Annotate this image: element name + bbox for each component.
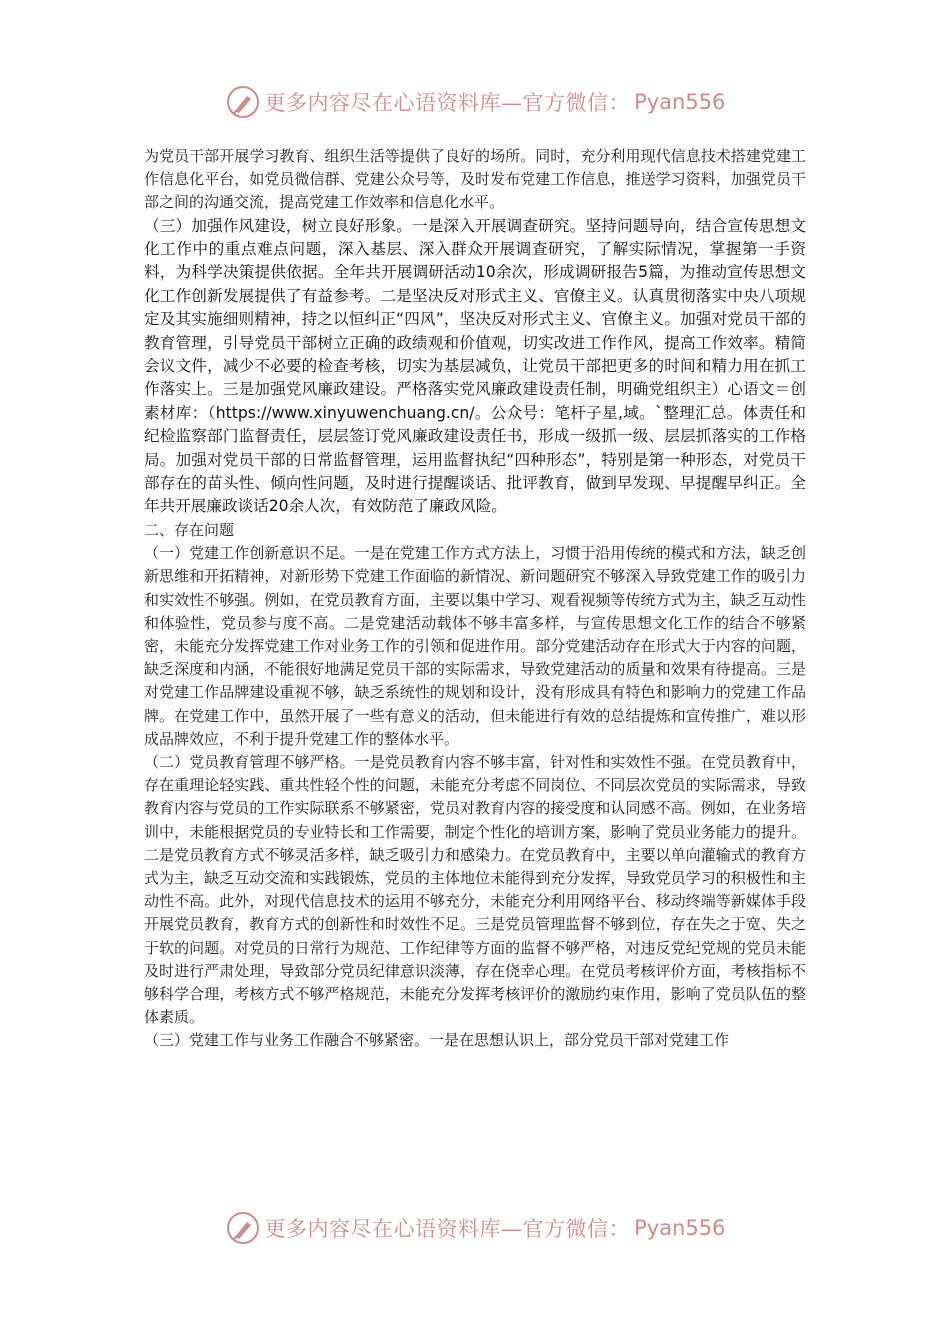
watermark-banner-top	[0, 82, 950, 122]
watermark-text: 更多内容尽在心语资料库—官方微信：	[264, 91, 631, 115]
paragraph: （三）加强作风建设，树立良好形象。一是深入开展调查研究。坚持问题导向，结合宣传思想文化工作中的重点难点问题，深入基层、深入群众开展调查研究，了解实际情况，掌握第一手资料，为科学决策提供依据。全年共开展调研活动10余次，形成调研报告5篇，为推动宣传思想文化工作创新发展提供了有益参考。二是坚决反对形式主义、官僚主义。认真贯彻落实中央八项规定及其实施细则精神，持之以恒纠正“四风”，坚决反对形式主义、官僚主义。加强对党员干部的教育管理，引导党员干部树立正确的政绩观和价值观，切实改进工作作风，提高工作效率。精简会议文件，减少不必要的检查考核，切实为基层减负，让党员干部把更多的时间和精力用在抓工作落实上。三是加强党风廉政建设。严格落实党风廉政建设责任制，明确党组织主）心语文＝创素材库：（https://www.xinyuwenchuang.cn/。公众号：笔杆子星,域。`整理汇总。体责任和纪检监察部门监督责任，层层签订党风廉政建设责任书，形成一级抓一级、层层抓落实的工作格局。加强对党员干部的日常监督管理，运用监督执纪“四种形态”，特别是第一种形态，对党员干部存在的苗头性、倾向性问题，及时进行提醒谈话、批评教育，做到早发现、早提醒早纠正。全年共开展廉政谈话20余人次，有效防范了廉政风险。	[144, 216, 806, 516]
watermark-text: 更多内容尽在心语资料库—官方微信：	[264, 1217, 631, 1241]
pen-nib-icon	[225, 1210, 261, 1246]
paragraph: （二）党员教育管理不够严格。一是党员教育内容不够丰富，针对性和实效性不强。在党员教育中，存在重理论轻实践、重共性轻个性的问题，未能充分考虑不同岗位、不同层次党员的实际需求，导致教育内容与党员的工作实际联系不够紧密，党员对教育内容的接受度和认同感不高。例如，在业务培训中，未能根据党员的专业特长和工作需要，制定个性化的培训方案，影响了党员业务能力的提升。二是党员教育方式不够灵活多样，缺乏吸引力和感染力。在党员教育中，主要以单向灌输式的教育方式为主，缺乏互动交流和实践锻炼，党员的主体地位未能得到充分发挥，导致党员学习的积极性和主动性不高。此外，对现代信息技术的运用不够充分，未能充分利用网络平台、移动终端等新媒体手段开展党员教育，教育方式的创新性和时效性不足。三是党员管理监督不够到位，存在失之于宽、失之于软的问题。对党员的日常行为规范、工作纪律等方面的监督不够严格，对违反党纪党规的党员未能及时进行严肃处理，导致部分党员纪律意识淡薄，存在侥幸心理。在党员考核评价方面，考核指标不够科学合理，考核方式不够严格规范，未能充分发挥考核评价的激励约束作用，影响了党员队伍的整体素质。	[144, 752, 806, 1027]
paragraph: （三）党建工作与业务工作融合不够紧密。一是在思想认识上，部分党员干部对党建工作	[144, 1031, 730, 1050]
watermark-id: Pyan556	[634, 1216, 726, 1240]
paragraph: 为党员干部开展学习教育、组织生活等提供了良好的场所。同时，充分利用现代信息技术搭建党建工作信息化平台，如党员微信群、党建公众号等，及时发布党建工作信息，推送学习资料，加强党员干部之间的沟通交流，提高党建工作效率和信息化水平。	[144, 147, 806, 212]
section-heading: 二、存在问题	[144, 520, 235, 539]
watermark-id: Pyan556	[634, 90, 726, 114]
watermark-banner-bottom	[0, 1208, 950, 1248]
document-body	[144, 145, 806, 1053]
paragraph: （一）党建工作创新意识不足。一是在党建工作方式方法上，习惯于沿用传统的模式和方法，缺乏创新思维和开拓精神，对新形势下党建工作面临的新情况、新问题研究不够深入导致党建工作的吸引力和实效性不够强。例如，在党员教育方面，主要以集中学习、观看视频等传统方式为主，缺乏互动性和体验性，党员参与度不高。二是党建活动载体不够丰富多样，与宣传思想文化工作的结合不够紧密，未能充分发挥党建工作对业务工作的引领和促进作用。部分党建活动存在形式大于内容的问题，缺乏深度和内涵，不能很好地满足党员干部的实际需求，导致党建活动的质量和效果有待提高。三是对党建工作品牌建设重视不够，缺乏系统性的规划和设计，没有形成具有特色和影响力的党建工作品牌。在党建工作中，虽然开展了一些有意义的活动，但未能进行有效的总结提炼和宣传推广，难以形成品牌效应，不利于提升党建工作的整体水平。	[144, 544, 806, 748]
pen-nib-icon	[225, 84, 261, 120]
